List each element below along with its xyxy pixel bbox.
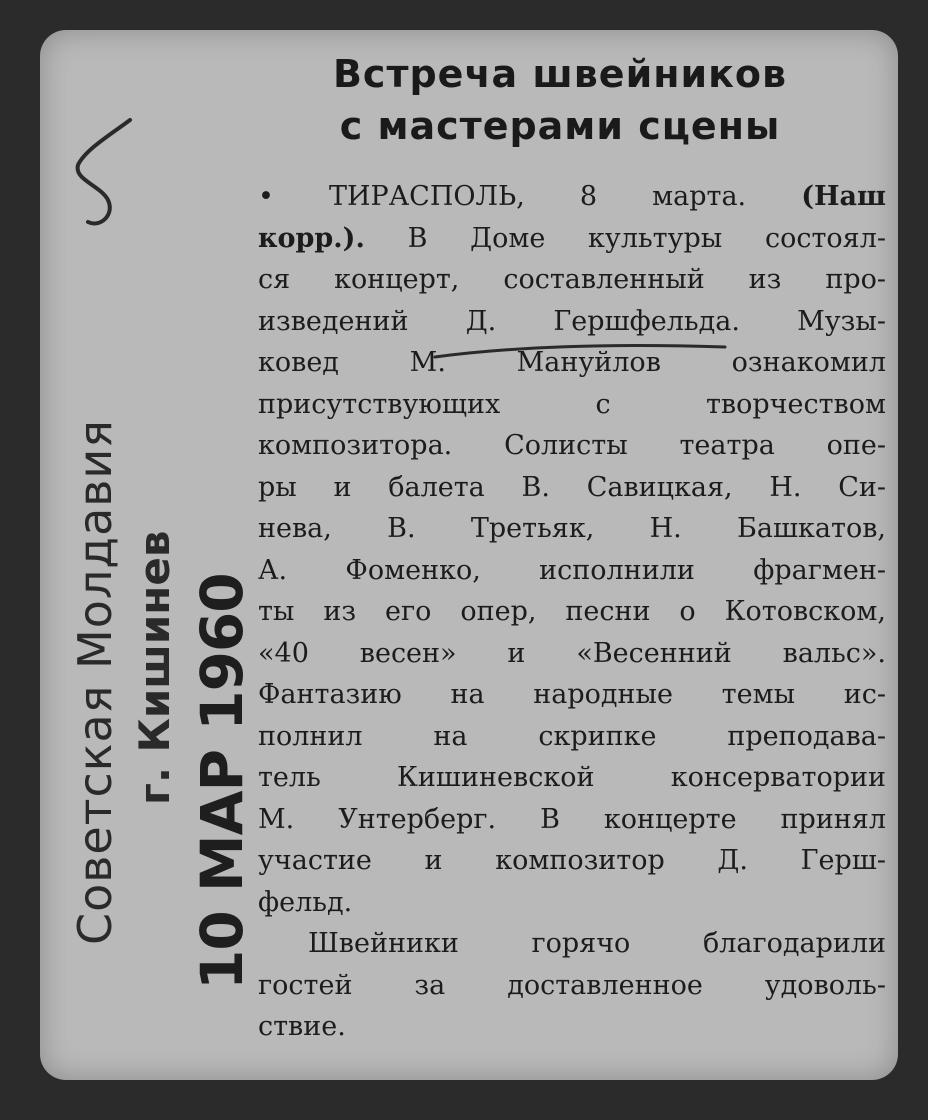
title-line-1: Встреча швейников (332, 52, 788, 96)
stamp-source-newspaper: Советская Молдавия (68, 419, 122, 945)
article-line: «40 весен» и «Весенний вальс». (258, 637, 886, 669)
handwritten-number-mark (70, 110, 140, 240)
article-line: М. Унтерберг. В концерте принял (258, 803, 886, 835)
article-line: ся концерт, составленный из про- (258, 264, 886, 295)
article-line: композитора. Солисты театра опе- (258, 430, 886, 461)
dateline-correspondent: (Наш (801, 181, 886, 212)
article-line: ковед М. Мануйлов ознакомил (258, 347, 886, 378)
article-line: А. Фоменко, исполнили фрагмен- (258, 554, 886, 586)
article-title (300, 48, 820, 152)
article-line: фельд. (258, 886, 353, 918)
article-line: полнил на скрипке преподава- (258, 720, 886, 752)
correspondent-tag: корр.). (258, 222, 365, 254)
article-line: тель Кишиневской консерватории (258, 762, 886, 793)
article-line: ры и балета В. Савицкая, Н. Си- (258, 471, 886, 503)
article-body (258, 176, 886, 1048)
article-line: Швейники горячо благодарили (308, 928, 886, 959)
article-line: Фантазию на народные темы ис- (258, 679, 886, 710)
article-line: участие и композитор Д. Герш- (258, 845, 886, 876)
dateline-place-date: • ТИРАСПОЛЬ, 8 марта. (258, 181, 802, 212)
article-line: ствие. (258, 1011, 346, 1042)
article-line: ты из его опер, песни о Котовском, (258, 596, 886, 627)
article-line: изведений Д. Гершфельда. Музы- (258, 305, 886, 337)
stamp-date: 10 МАР 1960 (188, 573, 256, 990)
title-line-2: с мастерами сцены (339, 104, 781, 148)
article-line: гостей за доставленное удоволь- (258, 969, 886, 1001)
article-line: корр.). В Доме культуры состоял- (258, 222, 886, 254)
dateline (258, 176, 886, 218)
article-line: присутствующих с творчеством (258, 388, 886, 420)
article-line: нева, В. Третьяк, Н. Башкатов, (258, 513, 886, 544)
stamp-city: г. Кишинев (130, 530, 179, 805)
